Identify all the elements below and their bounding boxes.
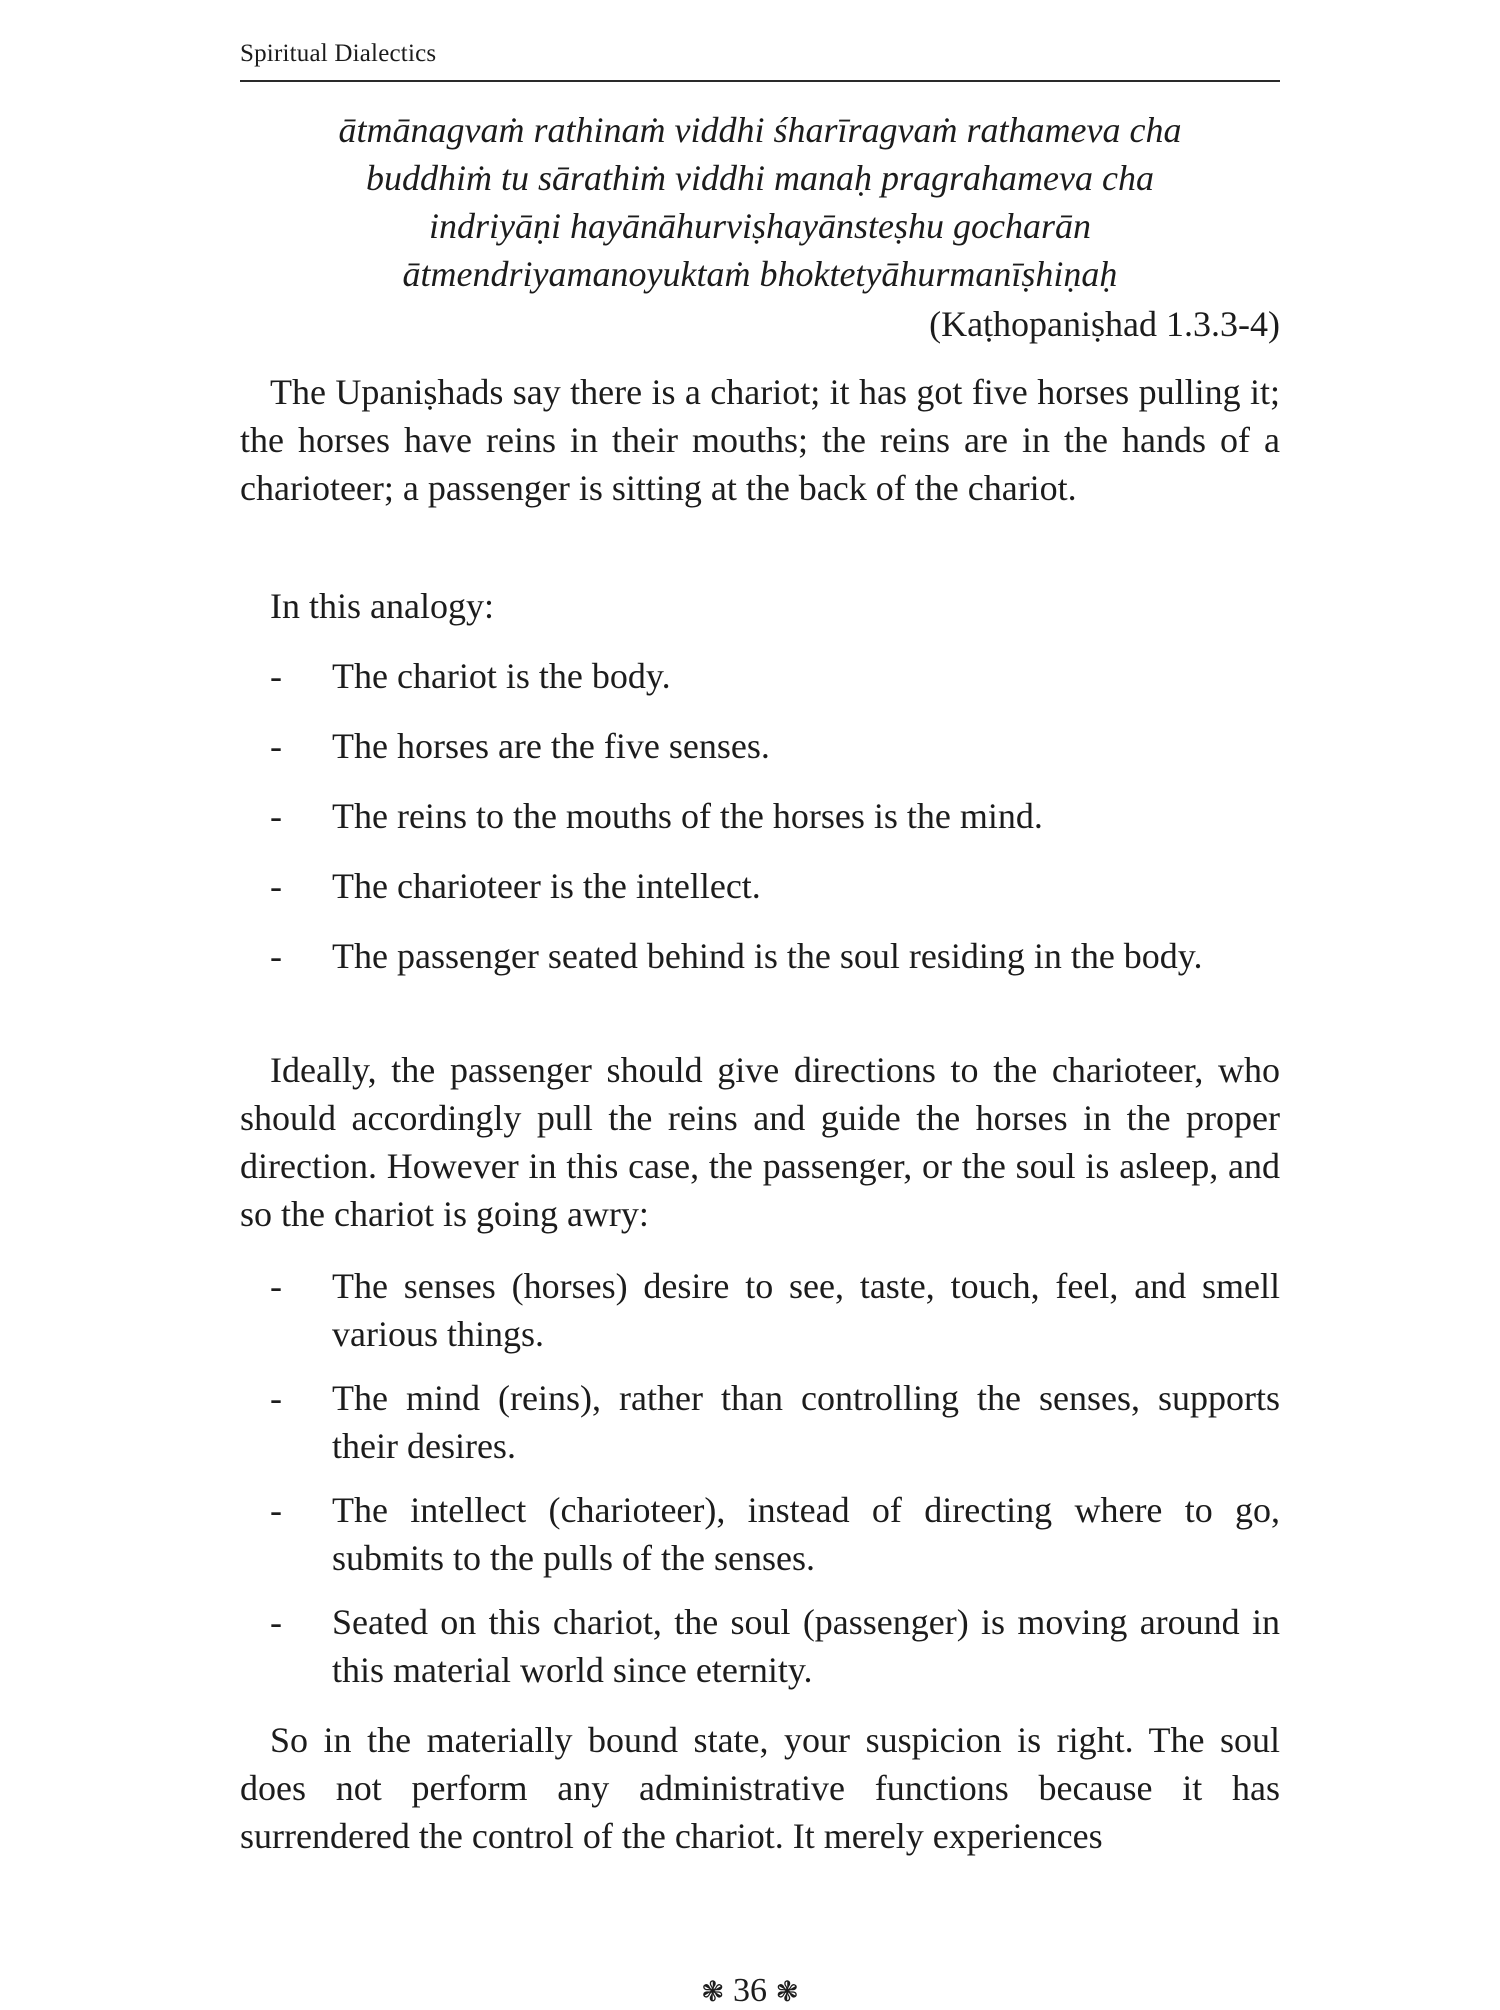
list-item	[240, 1262, 1280, 1358]
list-dash: -	[270, 1266, 282, 1306]
list-item-text: The senses (horses) desire to see, taste, touch, feel, and smell various things.	[332, 1266, 1280, 1354]
list-dash: -	[270, 796, 282, 836]
list-dash: -	[270, 656, 282, 696]
list-dash: -	[270, 936, 282, 976]
list-item	[240, 652, 1280, 700]
list-item	[240, 862, 1280, 910]
paragraph-bound-state	[240, 1716, 1280, 1860]
awry-list	[240, 1262, 1280, 1694]
header-rule	[240, 80, 1280, 82]
verse-line: indriyāṇi hayānāhurviṣhayānsteṣhu gocharān	[429, 206, 1091, 246]
list-item-text: The mind (reins), rather than controlling the senses, supports their desires.	[332, 1378, 1280, 1466]
list-item-text: The chariot is the body.	[332, 656, 671, 696]
paragraph-ideal-direction	[240, 1046, 1280, 1238]
paragraph-text: The Upaniṣhads say there is a chariot; it has got five horses pulling it; the horses have reins in their mouths; the reins are in the hands of a charioteer; a passenger is sitting at the back of the chariot.	[240, 372, 1280, 508]
sanskrit-verse	[240, 106, 1280, 298]
page-number	[0, 1972, 1500, 2010]
paragraph-chariot-intro	[240, 368, 1280, 512]
paragraph-text: Ideally, the passenger should give directions to the charioteer, who should accordingly pull the reins and guide the horses in the proper direction. However in this case, the passenger, or the soul is asleep, and so the chariot is going awry:	[240, 1050, 1280, 1234]
list-item	[240, 792, 1280, 840]
list-item	[240, 932, 1280, 980]
paragraph-text: In this analogy:	[270, 586, 494, 626]
list-item-text: The reins to the mouths of the horses is the mind.	[332, 796, 1043, 836]
list-dash: -	[270, 1602, 282, 1642]
list-item-text: Seated on this chariot, the soul (passenger) is moving around in this material world since eternity.	[332, 1602, 1280, 1690]
list-dash: -	[270, 1490, 282, 1530]
page-number-value: 36	[733, 1972, 767, 2009]
list-dash: -	[270, 866, 282, 906]
ornament-icon: ❃	[701, 1977, 725, 2008]
paragraph-text: So in the materially bound state, your suspicion is right. The soul does not perform any administrative functions because it has surrendered the control of the chariot. It merely experiences	[240, 1720, 1280, 1856]
list-dash: -	[270, 1378, 282, 1418]
list-item	[240, 1374, 1280, 1470]
analogy-list	[240, 652, 1280, 980]
list-item-text: The horses are the five senses.	[332, 726, 770, 766]
list-dash: -	[270, 726, 282, 766]
verse-line: buddhiṁ tu sārathiṁ viddhi manaḥ pragrahameva cha	[366, 158, 1154, 198]
list-item-text: The charioteer is the intellect.	[332, 866, 761, 906]
list-item	[240, 1598, 1280, 1694]
paragraph-analogy	[240, 582, 1280, 630]
running-head: Spiritual Dialectics	[240, 40, 437, 67]
ornament-icon: ❃	[775, 1977, 799, 2008]
list-item-text: The intellect (charioteer), instead of directing where to go, submits to the pulls of the senses.	[332, 1490, 1280, 1578]
list-item-text: The passenger seated behind is the soul residing in the body.	[332, 936, 1203, 976]
verse-line: ātmendriyamanoyuktaṁ bhoktetyāhurmanīṣhiṇaḥ	[402, 254, 1118, 294]
verse-citation: (Kaṭhopaniṣhad 1.3.3-4)	[929, 304, 1280, 344]
verse-line: ātmānagvaṁ rathinaṁ viddhi śharīragvaṁ rathameva cha	[338, 110, 1182, 150]
list-item	[240, 722, 1280, 770]
list-item	[240, 1486, 1280, 1582]
